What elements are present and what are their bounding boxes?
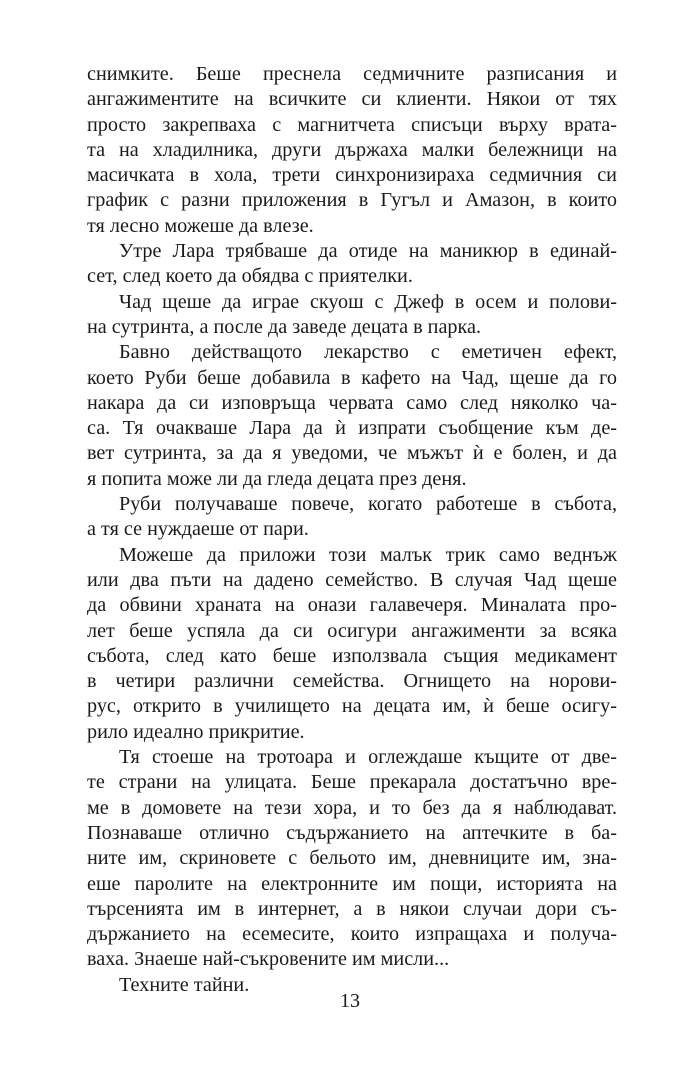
text-line: което Руби беше добавила в кафето на Чад, щеше да го <box>87 366 617 389</box>
text-line: държанието на есемесите, които изпращаха и получа- <box>87 923 617 946</box>
text-line: в четири различни семейства. Огнището на норови- <box>87 670 617 693</box>
text-line: еше паролите на електронните им пощи, историята на <box>87 872 617 895</box>
text-line: Тя стоеше на тротоара и оглеждаше къщите от две- <box>119 746 617 769</box>
text-line: Техните тайни. <box>119 973 250 996</box>
text-line: снимките. Беше преснела седмичните разписания и <box>87 63 617 85</box>
text-line: ангажиментите на всичките си клиенти. Някои от тях <box>87 88 617 111</box>
page-number: 13 <box>340 990 360 1012</box>
text-line: график с разни приложения в Гугъл и Амазон, в които <box>87 189 617 212</box>
text-line: Бавно действащото лекарство с еметичен ефект, <box>119 341 617 364</box>
text-line: събота, след като беше използвала същия медикамент <box>87 644 617 667</box>
text-line: я попита може ли да гледа децата през деня. <box>87 467 467 490</box>
text-line: а тя се нуждаеше от пари. <box>87 518 309 541</box>
text-line: сет, след което да обядва с приятелки. <box>87 265 413 288</box>
text-line: са. Тя очакваше Лара да ѝ изпрати съобщение към де- <box>87 417 617 440</box>
text-line: да обвини храната на онази галавечеря. Миналата про- <box>87 594 617 617</box>
text-line: масичката в хола, трети синхронизираха седмичния си <box>87 164 617 187</box>
text-line: те страни на улицата. Беше прекарала достатъчно вре- <box>87 771 617 794</box>
text-line: лет беше успяла да си осигури ангажименти за всяка <box>87 619 617 642</box>
text-line: на сутринта, а после да заведе децата в парка. <box>87 315 482 338</box>
text-line: Руби получаваше повече, когато работеше в събота, <box>119 493 617 516</box>
text-line: ваха. Знаеше най-съкровените им мисли... <box>87 948 450 971</box>
text-line: тя лесно можеше да влезе. <box>87 214 314 237</box>
text-line: търсенията им в интернет, а в някои случаи дори съ- <box>87 897 617 920</box>
text-line: ме в домовете на тези хора, и то без да я наблюдават. <box>87 796 617 819</box>
text-line: та на хладилника, други държаха малки бележници на <box>87 138 617 161</box>
text-line: рус, открито в училището на децата им, ѝ беше осигу- <box>87 695 617 718</box>
text-line: Познаваше отлично съдържанието на аптечките в ба- <box>87 821 617 844</box>
text-line: просто закрепваха с магнитчета списъци върху врата- <box>87 113 617 136</box>
text-line: ните им, скриновете с бельото им, дневниците им, зна- <box>87 847 617 870</box>
text-line: Утре Лара трябваше да отиде на маникюр в единай- <box>119 240 617 263</box>
body-text <box>87 62 617 998</box>
text-line: рило идеално прикритие. <box>87 720 305 743</box>
text-line: Чад щеше да играе скуош с Джеф в осем и полови- <box>119 290 617 313</box>
text-line: или два пъти на дадено семейство. В случая Чад щеше <box>87 568 617 591</box>
text-line: вет сутринта, за да я уведоми, че мъжът ѝ е болен, и да <box>87 442 617 465</box>
text-line: накара да си изповръща червата само след няколко ча- <box>87 391 617 414</box>
text-line: Можеше да приложи този малък трик само веднъж <box>119 543 617 566</box>
